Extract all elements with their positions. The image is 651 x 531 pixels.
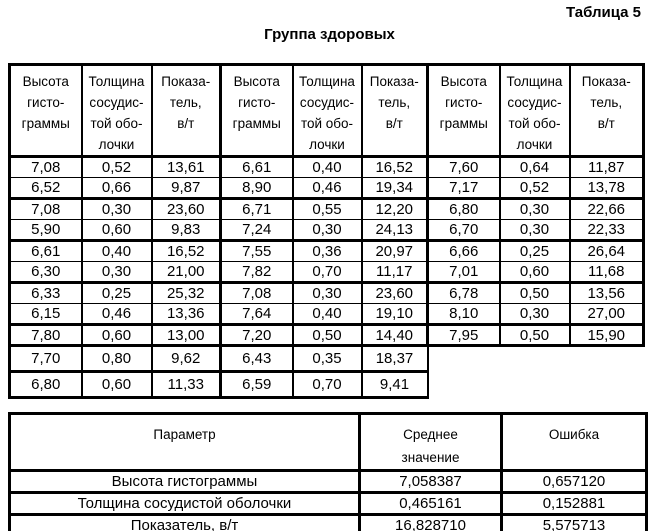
table-row: [10, 220, 644, 241]
data-cell: 8,90: [221, 178, 293, 199]
data-cell: 6,70: [428, 220, 500, 241]
data-cell: [500, 372, 570, 398]
data-cell: 0,30: [293, 283, 362, 304]
data-cell: 0,50: [500, 325, 570, 346]
column-header: Показа- тель, в/т: [152, 65, 221, 157]
data-cell: 7,08: [10, 157, 82, 178]
data-cell: 7,80: [10, 325, 82, 346]
data-cell: 6,59: [221, 372, 293, 398]
data-cell: 16,52: [152, 241, 221, 262]
table-row: [10, 283, 644, 304]
data-cell: 7,01: [428, 262, 500, 283]
data-cell: 13,61: [152, 157, 221, 178]
data-cell: 23,60: [152, 199, 221, 220]
data-cell: 6,71: [221, 199, 293, 220]
data-cell: 0,60: [82, 372, 152, 398]
data-cell: [428, 372, 500, 398]
data-cell: 6,30: [10, 262, 82, 283]
data-cell: 25,32: [152, 283, 221, 304]
table-row: [10, 199, 644, 220]
parameter-cell: Высота гистограммы: [10, 471, 360, 493]
data-cell: 0,64: [500, 157, 570, 178]
data-cell: 0,30: [500, 199, 570, 220]
data-cell: [500, 346, 570, 372]
data-cell: 0,40: [293, 157, 362, 178]
data-cell: 0,40: [82, 241, 152, 262]
column-header: Высота гисто- граммы: [428, 65, 500, 157]
data-cell: 0,60: [82, 325, 152, 346]
column-header: Толщина сосудис- той обо- лочки: [293, 65, 362, 157]
data-cell: 0,52: [82, 157, 152, 178]
data-cell: 6,33: [10, 283, 82, 304]
column-header: Показа- тель, в/т: [570, 65, 644, 157]
data-cell: 7,20: [221, 325, 293, 346]
data-cell: 19,10: [362, 304, 428, 325]
data-cell: 0,46: [293, 178, 362, 199]
table-row: [10, 157, 644, 178]
data-cell: 0,50: [293, 325, 362, 346]
table-number-label: Таблица 5: [565, 4, 641, 21]
data-cell: 8,10: [428, 304, 500, 325]
data-cell: 7,08: [221, 283, 293, 304]
data-cell: 0,52: [500, 178, 570, 199]
data-cell: 0,25: [82, 283, 152, 304]
data-cell: 12,20: [362, 199, 428, 220]
data-cell: 13,78: [570, 178, 644, 199]
data-cell: 0,70: [293, 372, 362, 398]
data-cell: 23,60: [362, 283, 428, 304]
measurements-table: [8, 63, 645, 399]
column-header: Среднее значение: [360, 414, 502, 471]
data-cell: 0,50: [500, 283, 570, 304]
table-row: [10, 304, 644, 325]
data-cell: 6,52: [10, 178, 82, 199]
value-cell: 0,152881: [502, 493, 647, 515]
data-cell: 20,97: [362, 241, 428, 262]
data-cell: 0,36: [293, 241, 362, 262]
column-header: Параметр: [10, 414, 360, 471]
data-cell: 9,83: [152, 220, 221, 241]
data-cell: 7,95: [428, 325, 500, 346]
data-cell: 7,24: [221, 220, 293, 241]
data-cell: 14,40: [362, 325, 428, 346]
data-cell: 6,43: [221, 346, 293, 372]
data-cell: 0,35: [293, 346, 362, 372]
table-row: [10, 493, 647, 515]
data-cell: 0,60: [500, 262, 570, 283]
data-cell: 24,13: [362, 220, 428, 241]
parameter-cell: Толщина сосудистой оболочки: [10, 493, 360, 515]
data-cell: 15,90: [570, 325, 644, 346]
data-cell: 22,66: [570, 199, 644, 220]
data-cell: 13,56: [570, 283, 644, 304]
data-cell: 22,33: [570, 220, 644, 241]
data-cell: 9,87: [152, 178, 221, 199]
table-row: [10, 471, 647, 493]
data-cell: 9,41: [362, 372, 428, 398]
data-cell: 6,78: [428, 283, 500, 304]
data-cell: 11,17: [362, 262, 428, 283]
column-header: Толщина сосудис- той обо- лочки: [82, 65, 152, 157]
data-cell: 7,70: [10, 346, 82, 372]
data-cell: 0,25: [500, 241, 570, 262]
data-cell: 19,34: [362, 178, 428, 199]
data-cell: 0,80: [82, 346, 152, 372]
data-cell: 6,80: [10, 372, 82, 398]
table-row: [10, 262, 644, 283]
data-cell: 0,40: [293, 304, 362, 325]
data-cell: 6,15: [10, 304, 82, 325]
summary-table-body: [10, 471, 647, 531]
table-row: [10, 346, 644, 372]
header-row: [10, 414, 647, 471]
data-cell: 5,90: [10, 220, 82, 241]
data-cell: 0,30: [82, 199, 152, 220]
value-cell: 0,465161: [360, 493, 502, 515]
data-cell: 6,66: [428, 241, 500, 262]
data-cell: 11,87: [570, 157, 644, 178]
data-cell: [570, 346, 644, 372]
data-cell: 7,17: [428, 178, 500, 199]
data-cell: 27,00: [570, 304, 644, 325]
parameter-cell: Показатель, в/т: [10, 515, 360, 531]
data-cell: 6,80: [428, 199, 500, 220]
data-cell: 0,60: [82, 220, 152, 241]
value-cell: 0,657120: [502, 471, 647, 493]
data-cell: [428, 346, 500, 372]
value-cell: 7,058387: [360, 471, 502, 493]
table-row: [10, 178, 644, 199]
data-cell: 7,08: [10, 199, 82, 220]
data-cell: 26,64: [570, 241, 644, 262]
data-cell: 7,64: [221, 304, 293, 325]
data-cell: 0,30: [500, 304, 570, 325]
value-cell: 5,575713: [502, 515, 647, 531]
data-cell: 13,36: [152, 304, 221, 325]
data-cell: 7,82: [221, 262, 293, 283]
data-cell: 0,55: [293, 199, 362, 220]
data-cell: [570, 372, 644, 398]
data-cell: 7,60: [428, 157, 500, 178]
data-cell: 11,68: [570, 262, 644, 283]
data-cell: 6,61: [10, 241, 82, 262]
table-row: [10, 372, 644, 398]
data-cell: 18,37: [362, 346, 428, 372]
data-cell: 6,61: [221, 157, 293, 178]
data-cell: 16,52: [362, 157, 428, 178]
header-row: [10, 65, 644, 157]
table-row: [10, 515, 647, 531]
data-cell: 11,33: [152, 372, 221, 398]
measurements-table-body: [10, 157, 644, 398]
summary-table: [8, 412, 648, 531]
data-cell: 7,55: [221, 241, 293, 262]
data-cell: 0,30: [500, 220, 570, 241]
column-header: Показа- тель, в/т: [362, 65, 428, 157]
data-cell: 9,62: [152, 346, 221, 372]
data-cell: 0,66: [82, 178, 152, 199]
data-cell: 13,00: [152, 325, 221, 346]
summary-table-header: [10, 414, 647, 471]
table-row: [10, 325, 644, 346]
measurements-table-header: [10, 65, 644, 157]
page-title: Группа здоровых: [264, 26, 395, 43]
table-row: [10, 241, 644, 262]
data-cell: 0,46: [82, 304, 152, 325]
value-cell: 16,828710: [360, 515, 502, 531]
column-header: Высота гисто- граммы: [10, 65, 82, 157]
data-cell: 21,00: [152, 262, 221, 283]
data-cell: 0,30: [82, 262, 152, 283]
column-header: Толщина сосудис- той обо- лочки: [500, 65, 570, 157]
data-cell: 0,30: [293, 220, 362, 241]
data-cell: 0,70: [293, 262, 362, 283]
column-header: Ошибка: [502, 414, 647, 471]
column-header: Высота гисто- граммы: [221, 65, 293, 157]
